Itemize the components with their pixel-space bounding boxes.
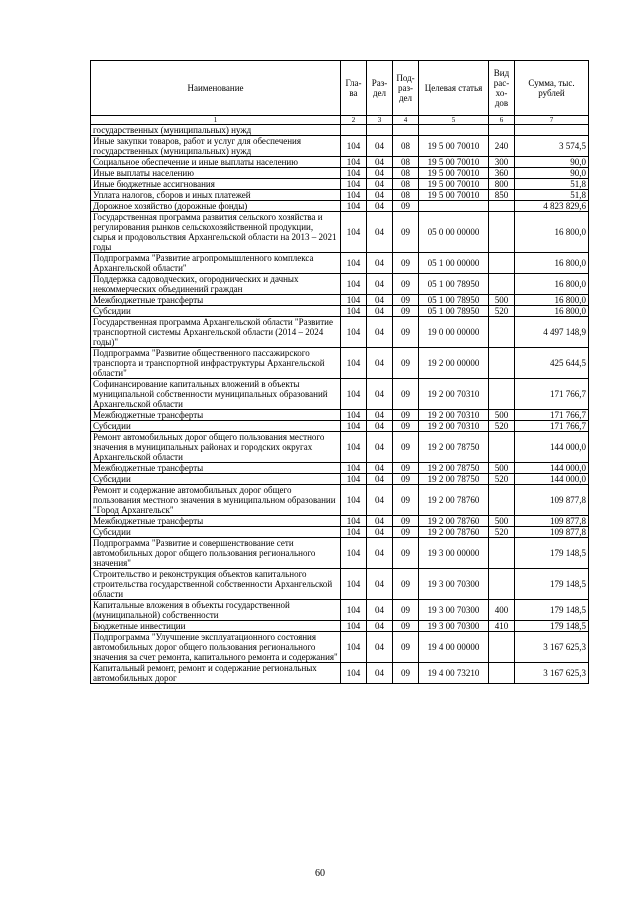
row-chapter: 104	[341, 410, 367, 421]
row-subsection: 08	[393, 168, 419, 179]
row-expense-type	[489, 274, 515, 295]
row-subsection: 09	[393, 317, 419, 348]
row-chapter: 104	[341, 569, 367, 600]
row-subsection: 09	[393, 474, 419, 485]
row-chapter: 104	[341, 463, 367, 474]
row-target: 19 5 00 70010	[419, 136, 489, 157]
table-row	[91, 516, 589, 527]
row-amount: 109 877,8	[515, 527, 589, 538]
header-name: Наименование	[91, 61, 341, 116]
row-subsection: 09	[393, 295, 419, 306]
row-target: 19 5 00 70010	[419, 157, 489, 168]
row-amount: 179 148,5	[515, 621, 589, 632]
header-expense-type: Вид рас-хо-дов	[489, 61, 515, 116]
row-amount: 171 766,7	[515, 421, 589, 432]
row-target: 19 2 00 78750	[419, 474, 489, 485]
row-chapter: 104	[341, 538, 367, 569]
row-target: 05 1 00 78950	[419, 306, 489, 317]
table-row	[91, 348, 589, 379]
row-expense-type	[489, 485, 515, 516]
table-row	[91, 125, 589, 136]
table-row	[91, 463, 589, 474]
row-name: Подпрограмма "Развитие общественного пассажирского транспорта и транспортной инфраструктуры Архангельской области"	[91, 348, 341, 379]
table-row	[91, 136, 589, 157]
row-name: Капитальные вложения в объекты государственной (муниципальной) собственности	[91, 600, 341, 621]
row-expense-type	[489, 569, 515, 600]
row-chapter: 104	[341, 136, 367, 157]
row-expense-type: 360	[489, 168, 515, 179]
row-subsection: 09	[393, 348, 419, 379]
table-row	[91, 379, 589, 410]
row-section: 04	[367, 538, 393, 569]
column-number: 4	[393, 116, 419, 125]
row-name: Подпрограмма "Развитие агропромышленного комплекса Архангельской области"	[91, 253, 341, 274]
row-section: 04	[367, 295, 393, 306]
table-row	[91, 212, 589, 253]
row-name: Бюджетные инвестиции	[91, 621, 341, 632]
row-expense-type: 500	[489, 410, 515, 421]
row-name: Иные закупки товаров, работ и услуг для обеспечения государственных (муниципальных) нужд	[91, 136, 341, 157]
row-target: 19 2 00 70310	[419, 379, 489, 410]
row-subsection: 09	[393, 410, 419, 421]
row-chapter: 104	[341, 253, 367, 274]
table-row	[91, 201, 589, 212]
row-subsection: 09	[393, 516, 419, 527]
row-target	[419, 201, 489, 212]
row-expense-type: 500	[489, 463, 515, 474]
row-expense-type	[489, 663, 515, 684]
row-section: 04	[367, 474, 393, 485]
table-row	[91, 569, 589, 600]
row-name: Подпрограмма "Развитие и совершенствование сети автомобильных дорог общего пользования регионального значения"	[91, 538, 341, 569]
row-section: 04	[367, 274, 393, 295]
row-section: 04	[367, 421, 393, 432]
row-name: Ремонт и содержание автомобильных дорог общего пользования местного значения в муниципальном образовании "Город Архангельск"	[91, 485, 341, 516]
header-subsection: Под-раз-дел	[393, 61, 419, 116]
row-chapter: 104	[341, 379, 367, 410]
row-name: Государственная программа Архангельской области "Развитие транспортной системы Архангельской области (2014 – 2024 годы)"	[91, 317, 341, 348]
row-amount: 51,8	[515, 190, 589, 201]
table-row	[91, 432, 589, 463]
row-amount: 144 000,0	[515, 463, 589, 474]
row-expense-type: 520	[489, 306, 515, 317]
row-amount: 90,0	[515, 168, 589, 179]
row-name: Субсидии	[91, 474, 341, 485]
row-target: 19 0 00 00000	[419, 317, 489, 348]
table-row	[91, 621, 589, 632]
row-chapter: 104	[341, 485, 367, 516]
row-subsection: 09	[393, 274, 419, 295]
row-name: Поддержка садоводческих, огороднических и дачных некоммерческих объединений граждан	[91, 274, 341, 295]
row-name: Субсидии	[91, 306, 341, 317]
row-chapter: 104	[341, 201, 367, 212]
row-section: 04	[367, 569, 393, 600]
table-row	[91, 632, 589, 663]
row-amount: 51,8	[515, 179, 589, 190]
row-chapter: 104	[341, 421, 367, 432]
row-subsection: 09	[393, 538, 419, 569]
row-section: 04	[367, 168, 393, 179]
table-row	[91, 600, 589, 621]
row-expense-type	[489, 212, 515, 253]
row-name: Ремонт автомобильных дорог общего пользования местного значения в муниципальных районах и городских округах Архангельской области	[91, 432, 341, 463]
row-amount: 109 877,8	[515, 516, 589, 527]
row-section: 04	[367, 136, 393, 157]
row-expense-type: 410	[489, 621, 515, 632]
row-name: Капитальный ремонт, ремонт и содержание региональных автомобильных дорог	[91, 663, 341, 684]
row-expense-type: 400	[489, 600, 515, 621]
row-chapter: 104	[341, 179, 367, 190]
row-amount: 144 000,0	[515, 432, 589, 463]
column-number: 5	[419, 116, 489, 125]
row-subsection: 08	[393, 136, 419, 157]
row-section: 04	[367, 212, 393, 253]
row-amount: 16 800,0	[515, 295, 589, 306]
row-name: Уплата налогов, сборов и иных платежей	[91, 190, 341, 201]
table-row	[91, 179, 589, 190]
row-section	[367, 125, 393, 136]
row-chapter: 104	[341, 621, 367, 632]
row-chapter: 104	[341, 474, 367, 485]
row-amount: 179 148,5	[515, 600, 589, 621]
row-name: государственных (муниципальных) нужд	[91, 125, 341, 136]
table-row	[91, 663, 589, 684]
row-chapter: 104	[341, 274, 367, 295]
table-body	[91, 125, 589, 684]
row-amount	[515, 125, 589, 136]
row-section: 04	[367, 463, 393, 474]
table-row	[91, 168, 589, 179]
row-target: 19 2 00 78760	[419, 527, 489, 538]
row-amount: 90,0	[515, 157, 589, 168]
row-target: 19 4 00 73210	[419, 663, 489, 684]
row-chapter: 104	[341, 157, 367, 168]
header-amount: Сумма, тыс. рублей	[515, 61, 589, 116]
row-name: Подпрограмма "Улучшение эксплуатационного состояния автомобильных дорог общего пользования регионального значения за счет ремонта, капитального ремонта и содержания"	[91, 632, 341, 663]
row-chapter: 104	[341, 190, 367, 201]
row-target: 19 2 00 78750	[419, 432, 489, 463]
row-subsection: 09	[393, 432, 419, 463]
row-subsection: 09	[393, 463, 419, 474]
table-row	[91, 157, 589, 168]
row-target: 19 2 00 00000	[419, 348, 489, 379]
row-section: 04	[367, 348, 393, 379]
row-subsection: 09	[393, 212, 419, 253]
row-target: 19 4 00 00000	[419, 632, 489, 663]
row-subsection: 09	[393, 600, 419, 621]
table-row	[91, 527, 589, 538]
row-chapter: 104	[341, 348, 367, 379]
row-target: 19 2 00 70310	[419, 410, 489, 421]
row-target: 19 3 00 70300	[419, 621, 489, 632]
row-section: 04	[367, 600, 393, 621]
row-expense-type	[489, 632, 515, 663]
row-chapter: 104	[341, 317, 367, 348]
row-expense-type	[489, 201, 515, 212]
table-row	[91, 538, 589, 569]
row-target: 19 2 00 78760	[419, 516, 489, 527]
row-name: Иные выплаты населению	[91, 168, 341, 179]
row-target: 19 3 00 00000	[419, 538, 489, 569]
row-name: Межбюджетные трансферты	[91, 410, 341, 421]
row-chapter: 104	[341, 212, 367, 253]
row-subsection: 08	[393, 157, 419, 168]
row-section: 04	[367, 379, 393, 410]
row-chapter: 104	[341, 306, 367, 317]
row-chapter: 104	[341, 663, 367, 684]
row-subsection	[393, 125, 419, 136]
row-amount: 425 644,5	[515, 348, 589, 379]
row-amount: 3 167 625,3	[515, 632, 589, 663]
row-expense-type: 500	[489, 295, 515, 306]
row-target: 19 3 00 70300	[419, 600, 489, 621]
row-section: 04	[367, 485, 393, 516]
row-name: Строительство и реконструкция объектов капитального строительства государственной собственности Архангельской области	[91, 569, 341, 600]
row-section: 04	[367, 179, 393, 190]
column-number: 1	[91, 116, 341, 125]
row-target: 19 2 00 78760	[419, 485, 489, 516]
row-expense-type	[489, 253, 515, 274]
row-target: 05 1 00 78950	[419, 295, 489, 306]
row-subsection: 09	[393, 201, 419, 212]
row-subsection: 09	[393, 379, 419, 410]
table-row	[91, 274, 589, 295]
row-subsection: 08	[393, 190, 419, 201]
column-number: 7	[515, 116, 589, 125]
page-number: 60	[315, 868, 325, 879]
row-amount: 171 766,7	[515, 379, 589, 410]
row-chapter: 104	[341, 527, 367, 538]
column-number: 2	[341, 116, 367, 125]
row-amount: 144 000,0	[515, 474, 589, 485]
row-expense-type	[489, 125, 515, 136]
row-amount: 179 148,5	[515, 538, 589, 569]
row-expense-type	[489, 317, 515, 348]
row-name: Софинансирование капитальных вложений в объекты муниципальной собственности муниципальных образований Архангельской области	[91, 379, 341, 410]
row-target: 05 1 00 00000	[419, 253, 489, 274]
row-name: Межбюджетные трансферты	[91, 516, 341, 527]
row-section: 04	[367, 516, 393, 527]
table-row	[91, 253, 589, 274]
row-subsection: 09	[393, 421, 419, 432]
row-section: 04	[367, 253, 393, 274]
row-expense-type: 500	[489, 516, 515, 527]
row-section: 04	[367, 317, 393, 348]
row-amount: 16 800,0	[515, 274, 589, 295]
table-row	[91, 421, 589, 432]
row-subsection: 09	[393, 621, 419, 632]
table-row	[91, 410, 589, 421]
row-amount: 109 877,8	[515, 485, 589, 516]
table-row	[91, 190, 589, 201]
row-amount: 3 574,5	[515, 136, 589, 157]
row-section: 04	[367, 190, 393, 201]
header-row	[91, 61, 589, 116]
row-chapter: 104	[341, 168, 367, 179]
row-expense-type: 300	[489, 157, 515, 168]
column-number: 6	[489, 116, 515, 125]
row-name: Социальное обеспечение и иные выплаты населению	[91, 157, 341, 168]
row-subsection: 09	[393, 527, 419, 538]
row-subsection: 09	[393, 485, 419, 516]
row-subsection: 09	[393, 663, 419, 684]
row-expense-type	[489, 348, 515, 379]
column-number: 3	[367, 116, 393, 125]
row-expense-type: 240	[489, 136, 515, 157]
column-number-row	[91, 116, 589, 125]
row-amount: 171 766,7	[515, 410, 589, 421]
row-expense-type: 520	[489, 474, 515, 485]
row-section: 04	[367, 410, 393, 421]
row-name: Иные бюджетные ассигнования	[91, 179, 341, 190]
row-section: 04	[367, 632, 393, 663]
table-row	[91, 474, 589, 485]
row-amount: 16 800,0	[515, 253, 589, 274]
row-target	[419, 125, 489, 136]
row-amount: 4 497 148,9	[515, 317, 589, 348]
row-name: Межбюджетные трансферты	[91, 295, 341, 306]
row-name: Субсидии	[91, 421, 341, 432]
row-expense-type	[489, 379, 515, 410]
row-amount: 3 167 625,3	[515, 663, 589, 684]
row-chapter: 104	[341, 600, 367, 621]
row-name: Дорожное хозяйство (дорожные фонды)	[91, 201, 341, 212]
row-subsection: 09	[393, 569, 419, 600]
row-amount: 16 800,0	[515, 212, 589, 253]
row-expense-type: 800	[489, 179, 515, 190]
row-subsection: 09	[393, 306, 419, 317]
row-target: 19 5 00 70010	[419, 168, 489, 179]
header-chapter: Гла-ва	[341, 61, 367, 116]
row-expense-type	[489, 538, 515, 569]
row-chapter: 104	[341, 295, 367, 306]
table-row	[91, 317, 589, 348]
row-amount: 179 148,5	[515, 569, 589, 600]
row-section: 04	[367, 157, 393, 168]
row-name: Государственная программа развития сельского хозяйства и регулирования рынков сельскохозяйственной продукции, сырья и продовольствия Архангельской области на 2013 – 2021 годы	[91, 212, 341, 253]
header-section: Раз-дел	[367, 61, 393, 116]
budget-table	[90, 60, 589, 684]
row-expense-type: 520	[489, 421, 515, 432]
row-expense-type: 850	[489, 190, 515, 201]
header-target: Целевая статья	[419, 61, 489, 116]
row-target: 19 2 00 70310	[419, 421, 489, 432]
table-row	[91, 295, 589, 306]
row-subsection: 09	[393, 253, 419, 274]
row-section: 04	[367, 432, 393, 463]
row-name: Межбюджетные трансферты	[91, 463, 341, 474]
row-section: 04	[367, 621, 393, 632]
row-subsection: 08	[393, 179, 419, 190]
row-section: 04	[367, 201, 393, 212]
row-target: 19 2 00 78750	[419, 463, 489, 474]
row-amount: 4 823 829,6	[515, 201, 589, 212]
row-target: 19 3 00 70300	[419, 569, 489, 600]
row-target: 19 5 00 70010	[419, 179, 489, 190]
row-section: 04	[367, 527, 393, 538]
row-chapter: 104	[341, 432, 367, 463]
table-row	[91, 485, 589, 516]
row-chapter: 104	[341, 632, 367, 663]
row-name: Субсидии	[91, 527, 341, 538]
table-row	[91, 306, 589, 317]
row-expense-type: 520	[489, 527, 515, 538]
row-section: 04	[367, 306, 393, 317]
row-target: 05 1 00 78950	[419, 274, 489, 295]
row-amount: 16 800,0	[515, 306, 589, 317]
row-chapter	[341, 125, 367, 136]
row-target: 19 5 00 70010	[419, 190, 489, 201]
row-section: 04	[367, 663, 393, 684]
row-expense-type	[489, 432, 515, 463]
row-target: 05 0 00 00000	[419, 212, 489, 253]
row-subsection: 09	[393, 632, 419, 663]
row-chapter: 104	[341, 516, 367, 527]
